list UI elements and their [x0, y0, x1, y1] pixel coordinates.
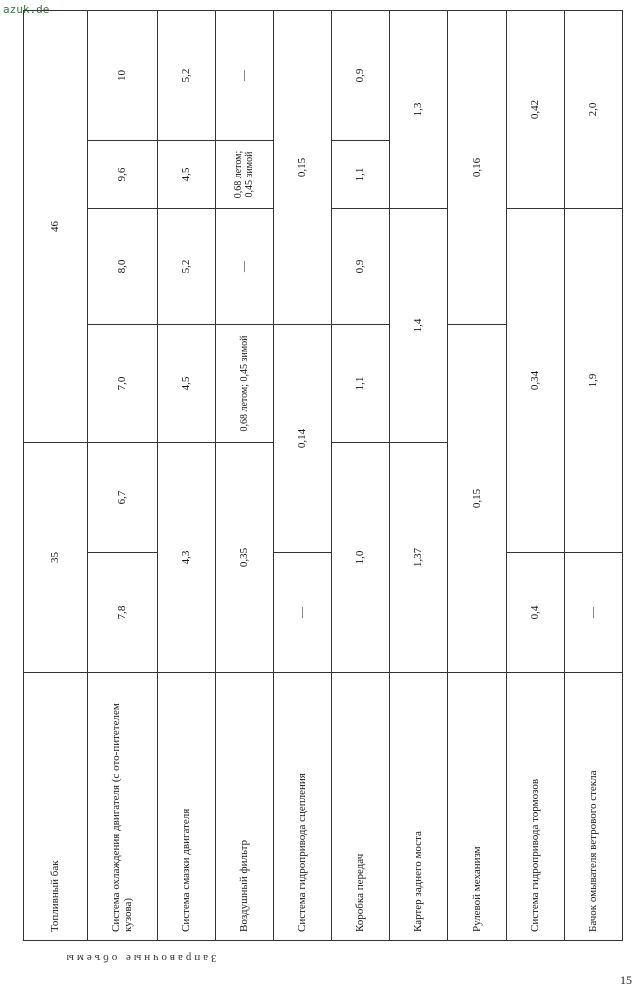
value-steering-1: 0,15 — [448, 325, 506, 673]
value-brake-hydraulics-3: 0,42 — [506, 11, 564, 209]
row-clutch-hydraulics — [273, 11, 331, 941]
value-washer-tank-1: — — [564, 553, 622, 673]
row-steering — [448, 11, 506, 941]
value-fuel-tank-2: 46 — [24, 11, 88, 443]
label-steering: Рулевой механизм — [448, 673, 506, 941]
value-cooling-3: 7,0 — [88, 325, 157, 443]
value-cooling-1: 7,8 — [88, 553, 157, 673]
value-cooling-6: 10 — [88, 11, 157, 141]
row-rear-axle — [390, 11, 448, 941]
value-lubrication-2: 4,5 — [157, 325, 215, 443]
value-washer-tank-2: 1,9 — [564, 209, 622, 553]
label-brake-hydraulics: Система гидропривода тормозов — [506, 673, 564, 941]
value-air-filter-3: — — [215, 209, 273, 325]
label-clutch-hydraulics: Система гидропривода сцепления — [273, 673, 331, 941]
label-washer-tank: Бачок омывателя ветрового стекла — [564, 673, 622, 941]
label-gearbox: Коробка передач — [332, 673, 390, 941]
value-steering-2: 0,16 — [448, 11, 506, 325]
value-lubrication-5: 5,2 — [157, 11, 215, 141]
row-gearbox — [332, 11, 390, 941]
page-number: 15 — [620, 973, 632, 987]
label-fuel-tank: Топливный бак — [24, 673, 88, 941]
row-air-filter — [215, 11, 273, 941]
row-washer-tank — [564, 11, 622, 941]
label-lubrication: Система смазки двигателя — [157, 673, 215, 941]
row-cooling — [88, 11, 157, 941]
value-brake-hydraulics-1: 0,4 — [506, 553, 564, 673]
value-rear-axle-1: 1,37 — [390, 443, 448, 673]
watermark: azuk.de — [3, 3, 50, 16]
value-clutch-hydraulics-2: 0,14 — [273, 325, 331, 553]
value-washer-tank-3: 2,0 — [564, 11, 622, 209]
section-title: Заправочные объемы — [63, 952, 217, 964]
label-rear-axle: Картер заднего моста — [390, 673, 448, 941]
value-clutch-hydraulics-3: 0,15 — [273, 11, 331, 325]
value-gearbox-1: 1,0 — [332, 443, 390, 673]
value-lubrication-4: 4,5 — [157, 141, 215, 209]
value-gearbox-4: 1,1 — [332, 141, 390, 209]
capacities-table — [23, 10, 623, 941]
value-rear-axle-2: 1,4 — [390, 209, 448, 443]
value-lubrication-1: 4,3 — [157, 443, 215, 673]
value-cooling-4: 8,0 — [88, 209, 157, 325]
row-lubrication — [157, 11, 215, 941]
value-brake-hydraulics-2: 0,34 — [506, 209, 564, 553]
value-rear-axle-3: 1,3 — [390, 11, 448, 209]
value-cooling-2: 6,7 — [88, 443, 157, 553]
capacities-table-wrapper — [23, 11, 623, 941]
value-air-filter-2: 0,68 летом; 0,45 зимой — [215, 325, 273, 443]
value-air-filter-5: — — [215, 11, 273, 141]
value-fuel-tank-1: 35 — [24, 443, 88, 673]
row-brake-hydraulics — [506, 11, 564, 941]
label-cooling: Система охлаждения двигателя (с ото-питетелем кузова) — [88, 673, 157, 941]
value-air-filter-1: 0,35 — [215, 443, 273, 673]
label-air-filter: Воздушный фильтр — [215, 673, 273, 941]
value-gearbox-5: 0,9 — [332, 11, 390, 141]
value-clutch-hydraulics-1: — — [273, 553, 331, 673]
value-cooling-5: 9,6 — [88, 141, 157, 209]
value-gearbox-2: 1,1 — [332, 325, 390, 443]
value-lubrication-3: 5,2 — [157, 209, 215, 325]
value-gearbox-3: 0,9 — [332, 209, 390, 325]
value-air-filter-4: 0,68 летом; 0,45 зимой — [215, 141, 273, 209]
row-fuel-tank — [24, 11, 88, 941]
